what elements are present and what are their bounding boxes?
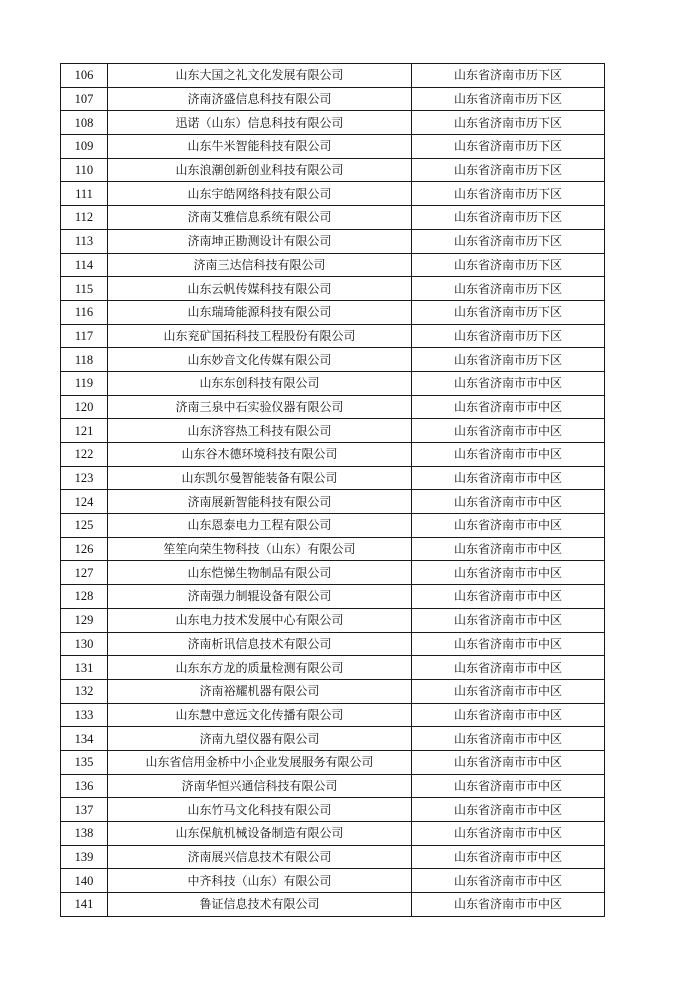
row-number-cell: 132 [61,679,108,703]
location-cell: 山东省济南市历下区 [412,277,605,301]
location-cell: 山东省济南市历下区 [412,253,605,277]
row-number-cell: 110 [61,158,108,182]
location-cell: 山东省济南市市中区 [412,561,605,585]
table-row [61,300,605,324]
company-name-cell: 山东电力技术发展中心有限公司 [108,608,412,632]
row-number-cell: 126 [61,537,108,561]
company-name-cell: 山东大国之礼文化发展有限公司 [108,64,412,88]
row-number-cell: 123 [61,466,108,490]
location-cell: 山东省济南市市中区 [412,514,605,538]
company-name-cell: 山东恺悌生物制品有限公司 [108,561,412,585]
company-name-cell: 山东妙音文化传媒有限公司 [108,348,412,372]
location-cell: 山东省济南市市中区 [412,845,605,869]
table-row [61,703,605,727]
location-cell: 山东省济南市市中区 [412,608,605,632]
table-row [61,135,605,159]
table-row [61,490,605,514]
location-cell: 山东省济南市市中区 [412,893,605,917]
company-name-cell: 山东济容热工科技有限公司 [108,419,412,443]
row-number-cell: 112 [61,206,108,230]
row-number-cell: 113 [61,229,108,253]
table-row [61,822,605,846]
table-row [61,632,605,656]
table-row [61,561,605,585]
location-cell: 山东省济南市市中区 [412,585,605,609]
location-cell: 山东省济南市市中区 [412,656,605,680]
company-name-cell: 山东省信用金桥中小企业发展服务有限公司 [108,750,412,774]
company-name-cell: 济南艾雅信息系统有限公司 [108,206,412,230]
table-row [61,869,605,893]
row-number-cell: 111 [61,182,108,206]
row-number-cell: 116 [61,300,108,324]
company-name-cell: 山东东方龙的质量检测有限公司 [108,656,412,680]
company-name-cell: 济南华恒兴通信科技有限公司 [108,774,412,798]
table-row [61,419,605,443]
company-name-cell: 山东凯尔曼智能装备有限公司 [108,466,412,490]
location-cell: 山东省济南市历下区 [412,87,605,111]
location-cell: 山东省济南市市中区 [412,679,605,703]
row-number-cell: 124 [61,490,108,514]
location-cell: 山东省济南市市中区 [412,490,605,514]
row-number-cell: 136 [61,774,108,798]
location-cell: 山东省济南市历下区 [412,348,605,372]
table-row [61,158,605,182]
company-name-cell: 济南强力制辊设备有限公司 [108,585,412,609]
company-name-cell: 济南展新智能科技有限公司 [108,490,412,514]
location-cell: 山东省济南市历下区 [412,229,605,253]
location-cell: 山东省济南市市中区 [412,750,605,774]
row-number-cell: 122 [61,443,108,467]
row-number-cell: 140 [61,869,108,893]
row-number-cell: 128 [61,585,108,609]
table-row [61,206,605,230]
company-name-cell: 山东东创科技有限公司 [108,371,412,395]
row-number-cell: 127 [61,561,108,585]
table-row [61,111,605,135]
row-number-cell: 138 [61,822,108,846]
row-number-cell: 137 [61,798,108,822]
company-name-cell: 迅诺（山东）信息科技有限公司 [108,111,412,135]
location-cell: 山东省济南市市中区 [412,466,605,490]
row-number-cell: 117 [61,324,108,348]
company-name-cell: 中齐科技（山东）有限公司 [108,869,412,893]
row-number-cell: 118 [61,348,108,372]
row-number-cell: 125 [61,514,108,538]
table-row [61,466,605,490]
row-number-cell: 134 [61,727,108,751]
table-row [61,87,605,111]
table-row [61,798,605,822]
company-name-cell: 鲁证信息技术有限公司 [108,893,412,917]
location-cell: 山东省济南市市中区 [412,443,605,467]
table-row [61,253,605,277]
table-row [61,64,605,88]
company-name-cell: 济南三达信科技有限公司 [108,253,412,277]
company-name-cell: 山东瑞琦能源科技有限公司 [108,300,412,324]
location-cell: 山东省济南市市中区 [412,822,605,846]
location-cell: 山东省济南市历下区 [412,64,605,88]
location-cell: 山东省济南市市中区 [412,632,605,656]
row-number-cell: 131 [61,656,108,680]
company-name-cell: 山东兖矿国拓科技工程股份有限公司 [108,324,412,348]
company-list-table [60,63,605,917]
company-name-cell: 山东牛米智能科技有限公司 [108,135,412,159]
location-cell: 山东省济南市历下区 [412,324,605,348]
table-row [61,514,605,538]
company-name-cell: 山东谷木德环境科技有限公司 [108,443,412,467]
row-number-cell: 121 [61,419,108,443]
company-name-cell: 山东恩泰电力工程有限公司 [108,514,412,538]
table-row [61,727,605,751]
location-cell: 山东省济南市市中区 [412,537,605,561]
table-body [61,64,605,917]
row-number-cell: 139 [61,845,108,869]
location-cell: 山东省济南市历下区 [412,300,605,324]
location-cell: 山东省济南市市中区 [412,371,605,395]
table-row [61,585,605,609]
table-row [61,893,605,917]
company-name-cell: 济南析讯信息技术有限公司 [108,632,412,656]
company-name-cell: 山东保航机械设备制造有限公司 [108,822,412,846]
location-cell: 山东省济南市市中区 [412,703,605,727]
company-name-cell: 济南九望仪器有限公司 [108,727,412,751]
location-cell: 山东省济南市市中区 [412,419,605,443]
table-row [61,182,605,206]
table-row [61,277,605,301]
location-cell: 山东省济南市历下区 [412,158,605,182]
table-row [61,371,605,395]
company-name-cell: 济南坤正勘测设计有限公司 [108,229,412,253]
table-row [61,348,605,372]
row-number-cell: 133 [61,703,108,727]
company-name-cell: 济南三泉中石实验仪器有限公司 [108,395,412,419]
table-row [61,845,605,869]
row-number-cell: 108 [61,111,108,135]
company-name-cell: 山东竹马文化科技有限公司 [108,798,412,822]
location-cell: 山东省济南市历下区 [412,206,605,230]
row-number-cell: 115 [61,277,108,301]
location-cell: 山东省济南市历下区 [412,182,605,206]
row-number-cell: 119 [61,371,108,395]
table-row [61,774,605,798]
company-name-cell: 笙笙向荣生物科技（山东）有限公司 [108,537,412,561]
table-row [61,537,605,561]
row-number-cell: 135 [61,750,108,774]
row-number-cell: 114 [61,253,108,277]
table-row [61,395,605,419]
company-name-cell: 济南展兴信息技术有限公司 [108,845,412,869]
company-name-cell: 山东慧中意远文化传播有限公司 [108,703,412,727]
company-name-cell: 山东宇皓网络科技有限公司 [108,182,412,206]
company-name-cell: 济南裕耀机器有限公司 [108,679,412,703]
location-cell: 山东省济南市市中区 [412,869,605,893]
company-name-cell: 山东浪潮创新创业科技有限公司 [108,158,412,182]
row-number-cell: 109 [61,135,108,159]
table-row [61,443,605,467]
row-number-cell: 106 [61,64,108,88]
table-row [61,229,605,253]
row-number-cell: 130 [61,632,108,656]
location-cell: 山东省济南市市中区 [412,774,605,798]
company-name-cell: 山东云帆传媒科技有限公司 [108,277,412,301]
table-row [61,679,605,703]
row-number-cell: 129 [61,608,108,632]
location-cell: 山东省济南市市中区 [412,395,605,419]
table-row [61,608,605,632]
location-cell: 山东省济南市历下区 [412,111,605,135]
location-cell: 山东省济南市市中区 [412,727,605,751]
location-cell: 山东省济南市市中区 [412,798,605,822]
table-row [61,750,605,774]
table-row [61,656,605,680]
row-number-cell: 120 [61,395,108,419]
row-number-cell: 107 [61,87,108,111]
location-cell: 山东省济南市历下区 [412,135,605,159]
company-name-cell: 济南济盛信息科技有限公司 [108,87,412,111]
row-number-cell: 141 [61,893,108,917]
table-row [61,324,605,348]
